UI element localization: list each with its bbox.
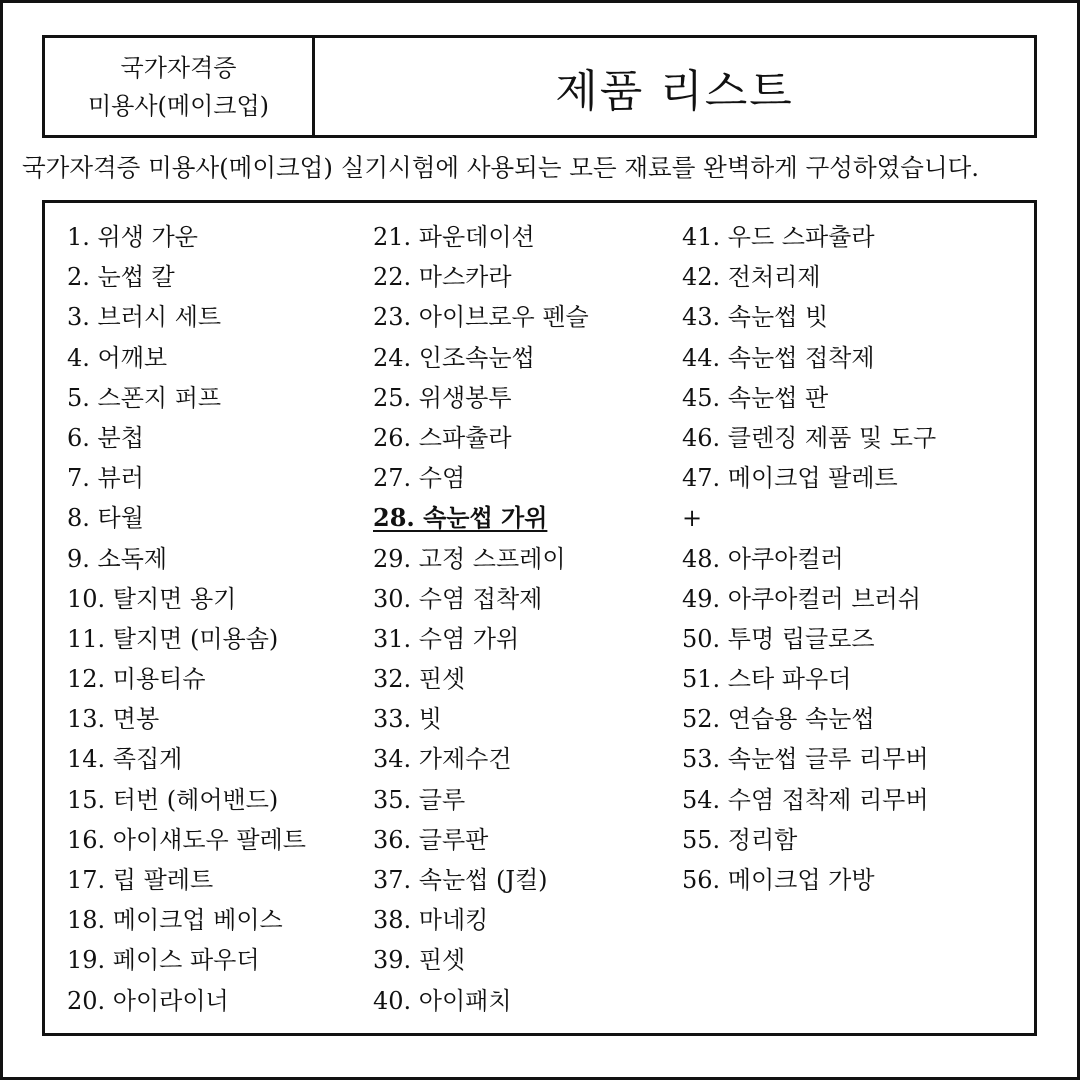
- list-item: 10. 탈지면 용기: [67, 584, 237, 613]
- list-item: 17. 립 팔레트: [67, 866, 214, 894]
- list-item: 29. 고정 스프레이: [373, 544, 566, 573]
- product-column-2: [373, 217, 589, 1021]
- list-item: 51. 스타 파우더: [682, 665, 852, 694]
- list-item: 35. 글루: [373, 785, 466, 814]
- product-list: [42, 200, 1037, 1036]
- list-item: 52. 연습용 속눈썹: [682, 705, 875, 734]
- list-item: 55. 정리함: [682, 825, 798, 854]
- list-item: 56. 메이크업 가방: [682, 866, 875, 894]
- list-item: 40. 아이패치: [373, 986, 512, 1015]
- list-item: 31. 수염 가위: [373, 624, 520, 653]
- list-item: 50. 투명 립글로즈: [682, 624, 875, 653]
- list-item: 1. 위생 가운: [67, 223, 198, 251]
- list-item: 28. 속눈썹 가위: [373, 503, 548, 533]
- list-item: 20. 아이라이너: [67, 986, 229, 1015]
- list-item: 43. 속눈썹 빗: [682, 303, 829, 332]
- certification-line-1: 국가자격증: [120, 53, 237, 82]
- subtitle: 국가자격증 미용사(메이크업) 실기시험에 사용되는 모든 재료를 완벽하게 구성하였습니다.: [22, 153, 980, 182]
- list-item: 54. 수염 접착제 리무버: [682, 785, 929, 814]
- list-item: 42. 전처리제: [682, 263, 821, 292]
- list-item: 49. 아쿠아컬러 브러쉬: [682, 584, 921, 613]
- page-title: 제품 리스트: [555, 65, 794, 117]
- list-item: 48. 아쿠아컬러: [682, 544, 844, 573]
- list-item: 15. 터번 (헤어밴드): [67, 785, 279, 814]
- list-item: 6. 분첩: [67, 423, 144, 452]
- list-item: 41. 우드 스파츌라: [682, 223, 875, 251]
- list-item: 24. 인조속눈썹: [373, 343, 535, 372]
- list-item: 33. 빗: [373, 705, 442, 734]
- list-item: 34. 가제수건: [373, 745, 512, 774]
- list-item: 14. 족집게: [67, 745, 183, 774]
- product-column-1: [67, 217, 306, 1021]
- list-item: 18. 메이크업 베이스: [67, 906, 283, 935]
- list-item: 30. 수염 접착제: [373, 584, 543, 613]
- list-item: 27. 수염: [373, 464, 466, 493]
- list-item: 38. 마네킹: [373, 906, 489, 935]
- list-item: 19. 페이스 파우더: [67, 946, 260, 975]
- list-item: 2. 눈썹 칼: [67, 263, 175, 292]
- list-item: 53. 속눈썹 글루 리무버: [682, 745, 929, 774]
- list-item: 37. 속눈썹 (J컬): [373, 866, 548, 894]
- list-item: 3. 브러시 세트: [67, 303, 222, 332]
- header-box: [42, 35, 1037, 138]
- list-item: 5. 스폰지 퍼프: [67, 383, 222, 412]
- list-item: 9. 소독제: [67, 544, 168, 573]
- list-item: 47. 메이크업 팔레트: [682, 464, 898, 493]
- list-item: 32. 핀셋: [373, 665, 466, 694]
- list-separator-plus: +: [682, 504, 703, 533]
- list-item: 25. 위생봉투: [373, 383, 512, 412]
- list-item: 23. 아이브로우 펜슬: [373, 303, 589, 332]
- list-item: 21. 파운데이션: [373, 223, 535, 251]
- list-item: 8. 타월: [67, 504, 144, 533]
- certification-label: [45, 38, 315, 135]
- list-item: 22. 마스카라: [373, 263, 512, 292]
- product-column-3: [682, 217, 936, 900]
- list-item: 44. 속눈썹 접착제: [682, 343, 875, 372]
- list-item: 16. 아이섀도우 팔레트: [67, 825, 306, 854]
- list-item: 4. 어깨보: [67, 343, 168, 372]
- list-item: 13. 면봉: [67, 705, 160, 734]
- list-item: 45. 속눈썹 판: [682, 383, 829, 412]
- list-item: 26. 스파츌라: [373, 423, 512, 452]
- list-item: 46. 클렌징 제품 및 도구: [682, 423, 937, 452]
- list-item: 11. 탈지면 (미용솜): [67, 624, 279, 653]
- list-item: 39. 핀셋: [373, 946, 466, 975]
- certification-line-2: 미용사(메이크업): [87, 91, 269, 120]
- list-item: 36. 글루판: [373, 825, 489, 854]
- list-item: 12. 미용티슈: [67, 665, 206, 694]
- list-item: 7. 뷰러: [67, 464, 144, 493]
